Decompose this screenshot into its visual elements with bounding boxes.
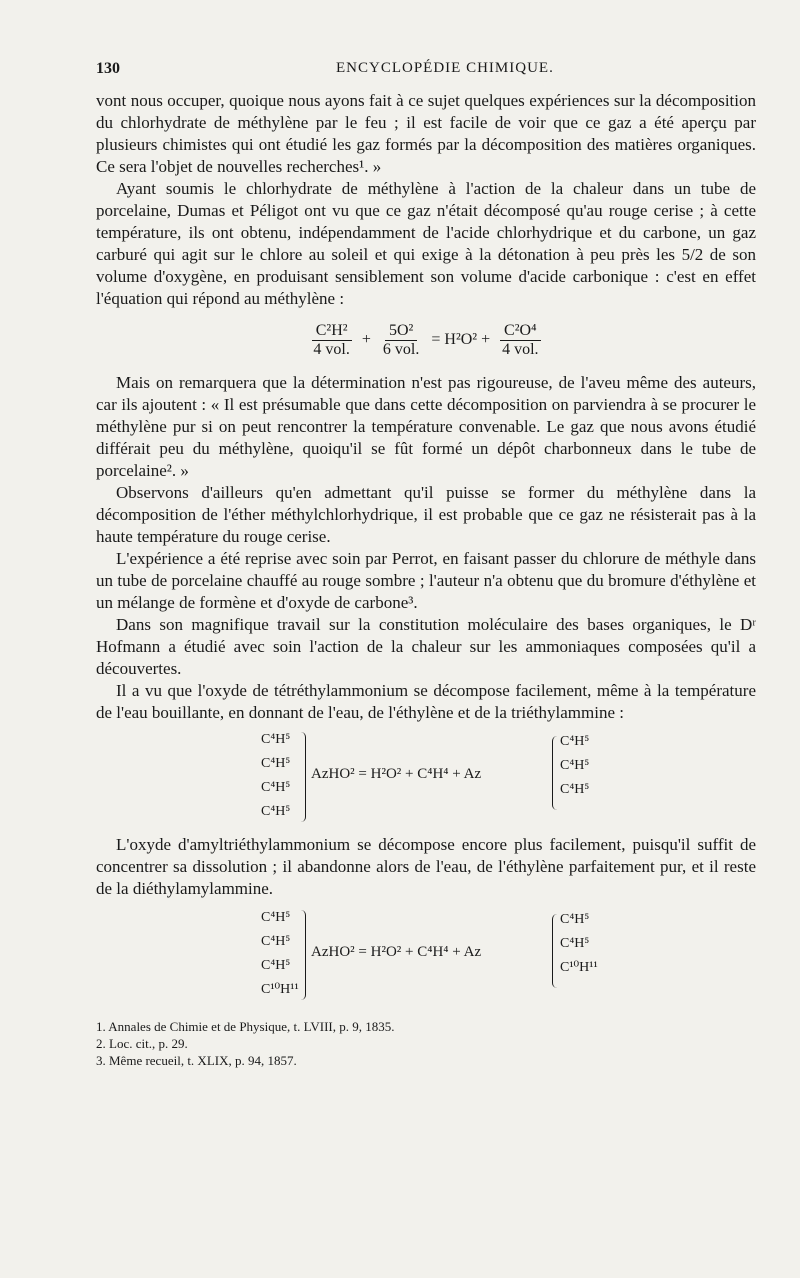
footnote-2: 2. Loc. cit., p. 29. (96, 1036, 188, 1051)
term-1-formula: C²H² (312, 322, 352, 341)
product-radicals (560, 908, 598, 980)
radical: C⁴H⁵ (261, 934, 291, 949)
term-2-volume: 6 vol. (382, 340, 420, 358)
equation-term-1 (309, 322, 353, 359)
equation-term-3 (498, 322, 542, 359)
reaction-equation: AzHO² = H²O² + C⁴H⁴ + Az (311, 944, 482, 960)
paragraph-7: Il a vu que l'oxyde de tétréthylammonium se décompose facilement, même à la température de l'eau bouillante, en donnant de l'eau, de l'éthylène et de la triéthylammine : (96, 681, 756, 722)
term-2-formula: 5O² (385, 322, 417, 341)
tetrethylammonium-reaction (96, 728, 756, 828)
footnote-3: 3. Même recueil, t. XLIX, p. 94, 1857. (96, 1053, 297, 1068)
radical: C¹⁰H¹¹ (261, 982, 299, 997)
radical: C¹⁰H¹¹ (560, 960, 598, 975)
reactant-radicals (261, 728, 290, 824)
running-title: ENCYCLOPÉDIE CHIMIQUE. (336, 60, 554, 76)
term-1-volume: 4 vol. (313, 340, 350, 358)
methylene-combustion-equation (96, 312, 756, 368)
equation-term-2 (379, 322, 423, 359)
product-radicals (560, 730, 589, 802)
book-page (96, 60, 756, 1069)
paragraph-5: L'expérience a été reprise avec soin par Perrot, en faisant passer du chlorure de méthyle dans un tube de porcelaine chauffé au rouge sombre ; l'auteur n'a obtenu que du bromure d'éthylène et un mélange de formène et d'oxyde de carbone³. (96, 549, 756, 612)
paragraph-6: Dans son magnifique travail sur la constitution moléculaire des bases organiques, le Dʳ Hofmann a étudié avec soin l'action de la chaleur sur les ammoniaques composées qu'il a découvertes. (96, 615, 756, 678)
radical: C⁴H⁵ (261, 756, 291, 771)
radical: C⁴H⁵ (261, 804, 291, 819)
paragraph-3: Mais on remarquera que la détermination n'est pas rigoureuse, de l'aveu même des auteurs, car ils ajoutent : « Il est présumable que dans cette décomposition on parviendra à se procurer le méthylène pur si on peut rencontrer la température convenable. Le gaz que nous avons étudié différait peu du méthylène, quoiqu'il se fût formé un dépôt charbonneux dans le tube de porcelaine². » (96, 373, 756, 480)
radical: C⁴H⁵ (560, 782, 590, 797)
amyltriethylammonium-reaction (96, 906, 756, 1006)
radical: C⁴H⁵ (261, 732, 291, 747)
right-brace (552, 736, 558, 810)
term-3-formula: C²O⁴ (500, 322, 541, 341)
radical: C⁴H⁵ (261, 780, 291, 795)
equals-water-plus: = H²O² + (431, 331, 491, 348)
left-brace (300, 910, 306, 1000)
reactant-radicals (261, 906, 299, 1002)
radical: C⁴H⁵ (261, 958, 291, 973)
radical: C⁴H⁵ (560, 758, 590, 773)
radical: C⁴H⁵ (560, 936, 590, 951)
right-brace (552, 914, 558, 988)
paragraph-2: Ayant soumis le chlorhydrate de méthylène à l'action de la chaleur dans un tube de porcelaine, Dumas et Péligot ont vu que ce gaz n'était décomposé qu'au rouge cerise ; à cette température, ils ont obtenu, indépendamment de l'acide chlorhydrique et du carbone, un gaz carburé qui agit sur le chlore au soleil et qui exige à la détonation à peu près les 5/2 de son volume d'oxygène, en produisant sensiblement son volume d'acide carbonique : c'est en effet l'équation qui répond au méthylène : (96, 179, 756, 308)
term-3-volume: 4 vol. (502, 340, 539, 358)
footnotes (96, 1018, 756, 1069)
radical: C⁴H⁵ (261, 910, 291, 925)
paragraph-8: L'oxyde d'amyltriéthylammonium se décompose encore plus facilement, puisqu'il suffit de concentrer sa dissolution ; il abandonne alors de l'eau, de l'éthylène parfaitement pur, et il reste de la diéthylamylammine. (96, 835, 756, 898)
paragraph-4: Observons d'ailleurs qu'en admettant qu'il puisse se former du méthylène dans la décomposition de l'éther méthylchlorhydrique, il est probable que ce gaz ne résisterait pas à la haute température du rouge cerise. (96, 483, 756, 546)
reaction-equation: AzHO² = H²O² + C⁴H⁴ + Az (311, 766, 482, 782)
plus-sign: + (361, 331, 371, 348)
radical: C⁴H⁵ (560, 734, 590, 749)
left-brace (300, 732, 306, 822)
radical: C⁴H⁵ (560, 912, 590, 927)
paragraph-1: vont nous occuper, quoique nous ayons fait à ce sujet quelques expériences sur la décomposition du chlorhydrate de méthylène par le feu ; il est facile de voir que ce gaz a été aperçu par plusieurs chimistes qui ont étudié les gaz formés par la décomposition des matières organiques. Ce sera l'objet de nouvelles recherches¹. » (96, 91, 756, 176)
footnote-1: 1. Annales de Chimie et de Physique, t. LVIII, p. 9, 1835. (96, 1019, 395, 1034)
page-number: 130 (96, 60, 120, 77)
running-header (96, 60, 756, 90)
